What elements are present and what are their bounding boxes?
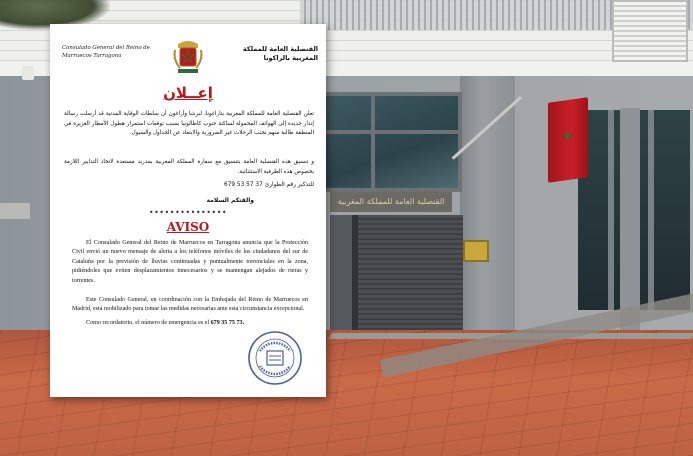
- window-mullion: [648, 110, 654, 310]
- security-camera: [22, 66, 34, 80]
- header-arabic: القنصلية العامة للمملكة المغربية بالراكونا: [242, 45, 318, 62]
- consulate-building-sign: القنصلية العامة للمملكة المغربية: [330, 192, 452, 212]
- upper-window-shutter: [612, 0, 688, 62]
- rolling-shutter-door: [352, 215, 463, 333]
- spanish-reminder: [86, 319, 316, 328]
- moroccan-coat-of-arms-icon: [172, 38, 204, 76]
- flag-star-icon: ★: [562, 129, 573, 143]
- window-mullion: [608, 110, 614, 310]
- spanish-paragraph-2: Este Consulado General, en coordinación con la Embajada del Reino de Marruecos en Madrid, está mobilizado para tomar las medidas necesarias ante esta circunstancia excepcional.: [72, 297, 308, 313]
- reminder-prefix: Como recordatorio, el número de emergencia es el: [86, 320, 211, 326]
- arabic-paragraph-2: و تنسيق هذه القنصلية العامة بتنسيق مع سفارة المملكة المغربية بمدريد مستعدة لاتخاذ التدابير اللازمة بخصوص هذه الظرفية الاستثنائية.: [64, 159, 314, 175]
- facade-pillar: [620, 108, 640, 338]
- consulate-window: [322, 92, 462, 192]
- separator: •••••••••••••••: [148, 208, 228, 217]
- arabic-closing: والقتكم السلامة: [206, 197, 254, 204]
- spanish-paragraph-1: El Consulado General del Reino de Marruecos en Tarragona anuncia que la Protección Civil envió un nuevo mensaje de alerta a los teléfonos móviles de los ciudadanos del sur de Cataluña por la previsión de lluvias continuadas y puntualmente torrenciales en la zona, pidiéndoles que eviten desplazamientos innecesarios y se mantengan alejados de rieras y torrentes.: [72, 240, 308, 284]
- spanish-title: AVISO: [166, 220, 210, 234]
- wall-panel: [0, 203, 30, 219]
- emergency-number: 679 35 75 73.: [210, 320, 245, 326]
- brass-plaque: [463, 240, 489, 262]
- facade-pillar: [460, 76, 515, 340]
- header-spanish: Consulado General del Reino de Marruecos Tarragona: [62, 45, 150, 59]
- consulate-notice-document: [50, 24, 326, 397]
- door-frame: [330, 215, 352, 333]
- arabic-reminder: للتذكير رقم الطوارئ 37 57 53 679: [224, 182, 314, 188]
- arabic-paragraph-1: تعلن القنصلية العامة للمملكة المغربية بتاراغونا، لبرشا وأراغون أن سلطات الوقاية المدنية قد أرسلت رسالة إنذار جديدة إلى الهواتف المحمولة لساكنة جنوب كاطالونيا بسبب توقعات استمرار هطول الأمطار الغزيرة في المنطقة طالبة منهم تجنب الرحلات غير الضرورية والابتعاد عن الجداول والسيول.: [64, 111, 314, 136]
- arabic-title: إعــلان: [163, 84, 213, 102]
- consulate-seal-stamp-icon: [246, 329, 304, 387]
